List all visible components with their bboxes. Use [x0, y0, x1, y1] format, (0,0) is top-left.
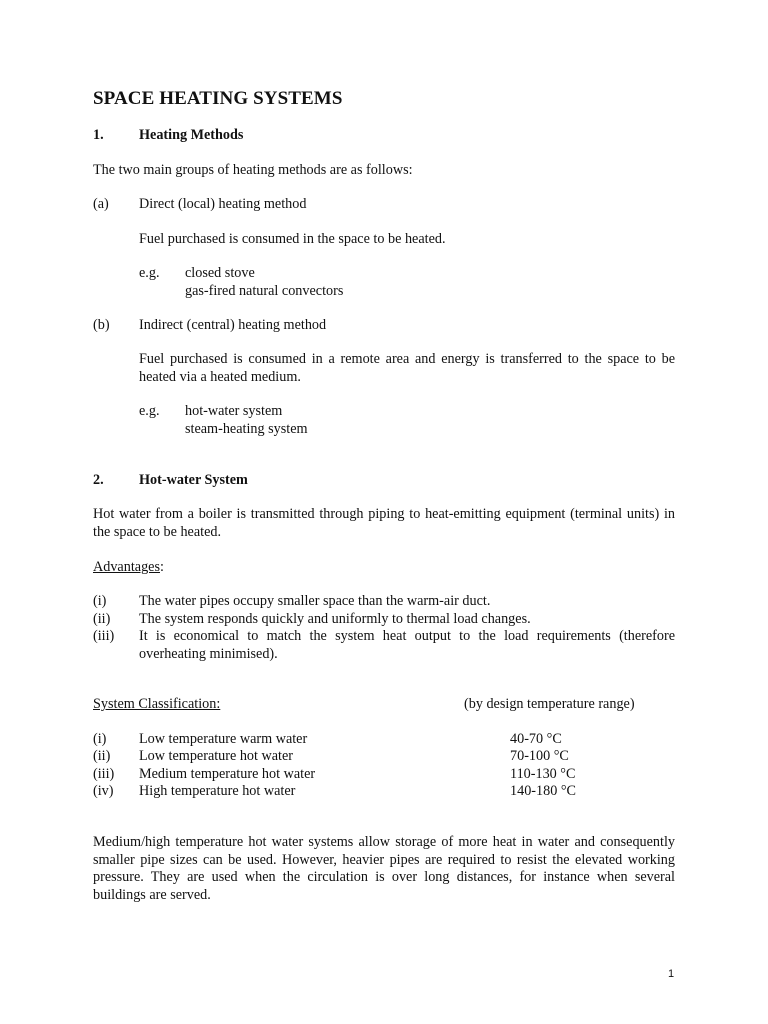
advantages-label: Advantages [93, 559, 160, 575]
class-range: 140-180 °C [510, 783, 576, 799]
item-a-label: Direct (local) heating method [139, 196, 307, 212]
advantage-marker: (ii) [93, 611, 111, 627]
item-b-example: hot-water system [185, 403, 283, 419]
item-b-label: Indirect (central) heating method [139, 317, 327, 333]
item-b-example: steam-heating system [185, 421, 308, 437]
advantages-colon: : [159, 559, 164, 575]
item-b-marker: (b) [93, 317, 110, 333]
class-name: Low temperature hot water [139, 748, 294, 764]
advantage-marker: (iii) [93, 628, 115, 644]
item-a-example: closed stove [185, 265, 255, 281]
item-a-marker: (a) [93, 196, 109, 212]
item-a-eg: e.g. [139, 265, 160, 281]
closing-paragraph: Medium/high temperature hot water systems allow storage of more heat in water and consequently smaller pipe sizes can be used. However, heavier pipes are required to resist the elevated working pressure. They are used when the circulation is over long distances, for instance when several buildings are served. [93, 834, 675, 903]
section-1-heading: Heating Methods [139, 127, 244, 143]
item-b-description: Fuel purchased is consumed in a remote area and energy is transferred to the space to be heated via a heated medium. [139, 351, 675, 385]
item-a-description: Fuel purchased is consumed in the space to be heated. [139, 231, 446, 247]
class-marker: (i) [93, 731, 107, 747]
advantage-text: The system responds quickly and uniformly to thermal load changes. [139, 611, 531, 627]
class-range: 110-130 °C [510, 766, 576, 782]
section-2-number: 2. [93, 472, 104, 488]
advantage-marker: (i) [93, 593, 107, 609]
item-b-eg: e.g. [139, 403, 160, 419]
page-title: SPACE HEATING SYSTEMS [93, 88, 343, 109]
section-1-intro: The two main groups of heating methods are as follows: [93, 162, 413, 178]
advantages-heading [93, 559, 164, 576]
section-1-number: 1. [93, 127, 104, 143]
class-name: Low temperature warm water [139, 731, 308, 747]
advantage-text: It is economical to match the system heat output to the load requirements (therefore overheating minimised). [139, 628, 675, 662]
class-marker: (iv) [93, 783, 114, 799]
classification-label: System Classification: [93, 696, 221, 712]
page-number: 1 [668, 968, 675, 980]
section-2-heading: Hot-water System [139, 472, 248, 488]
advantage-text: The water pipes occupy smaller space than the warm-air duct. [139, 593, 491, 609]
class-range: 70-100 °C [510, 748, 569, 764]
class-name: High temperature hot water [139, 783, 296, 799]
section-2-intro: Hot water from a boiler is transmitted through piping to heat-emitting equipment (terminal units) in the space to be heated. [93, 506, 675, 540]
class-name: Medium temperature hot water [139, 766, 316, 782]
class-marker: (ii) [93, 748, 111, 764]
class-range: 40-70 °C [510, 731, 562, 747]
item-a-example: gas-fired natural convectors [185, 283, 344, 299]
class-marker: (iii) [93, 766, 115, 782]
classification-note: (by design temperature range) [464, 696, 635, 712]
